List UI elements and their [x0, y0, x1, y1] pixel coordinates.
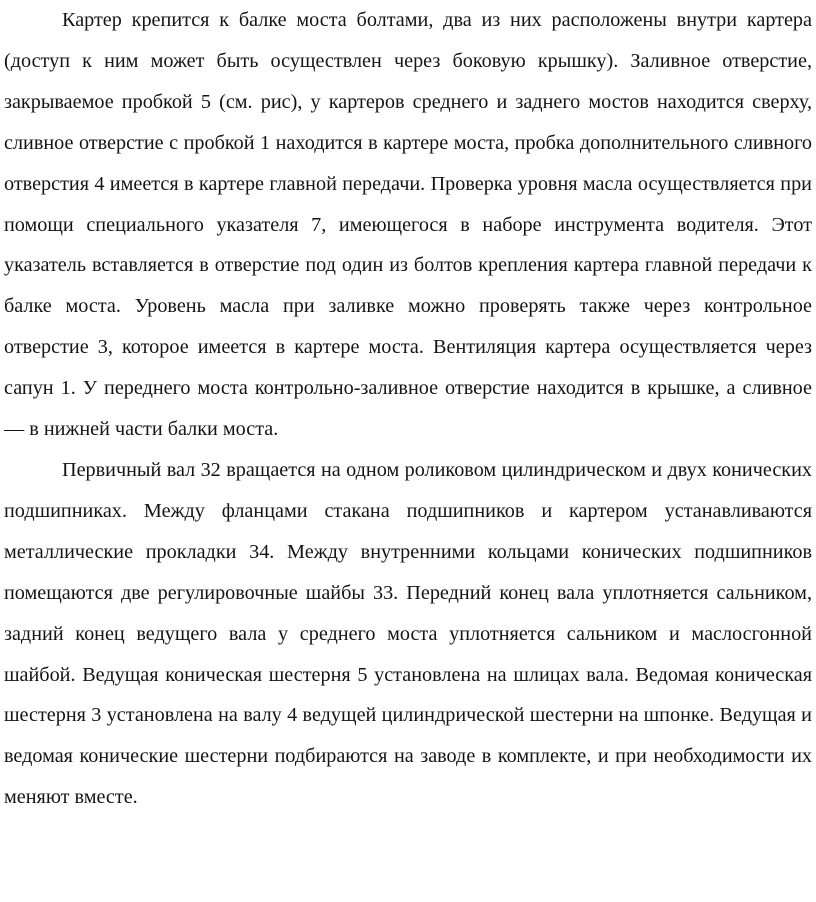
paragraph-2: Первичный вал 32 вращается на одном роликовом цилиндрическом и двух конических подшипниках. Между фланцами стакана подшипников и картером устанавливаются металлические прокладки 34. Между внутренними кольцами конических подшипников помещаются две регулировочные шайбы 33. Передний конец вала уплотняется сальником, задний конец ведущего вала у среднего моста уплотняется сальником и маслосгонной шайбой. Ведущая коническая шестерня 5 установлена на шлицах вала. Ведомая коническая шестерня 3 установлена на валу 4 ведущей цилиндрической шестерни на шпонке. Ведущая и ведомая конические шестерни подбираются на заводе в комплекте, и при необходимости их меняют вместе. — [4, 458, 812, 809]
paragraph-1: Картер крепится к балке моста болтами, два из них расположены внутри картера (доступ к ним может быть осуществлен через боковую крышку). Заливное отверстие, закрываемое пробкой 5 (см. рис), у картеров среднего и заднего мостов находится сверху, сливное отверстие с пробкой 1 находится в картере моста, пробка дополнительного сливного отверстия 4 имеется в картере главной передачи. Проверка уровня масла осуществляется при помощи специального указателя 7, имеющегося в наборе инструмента водителя. Этот указатель вставляется в отверстие под один из болтов крепления картера главной передачи к балке моста. Уровень масла при заливке можно проверять также через контрольное отверстие 3, которое имеется в картере моста. Вентиляция картера осуществляется через сапун 1. У переднего моста контрольно-заливное отверстие находится в крышке, а сливное — в нижней части балки моста. — [4, 9, 812, 441]
